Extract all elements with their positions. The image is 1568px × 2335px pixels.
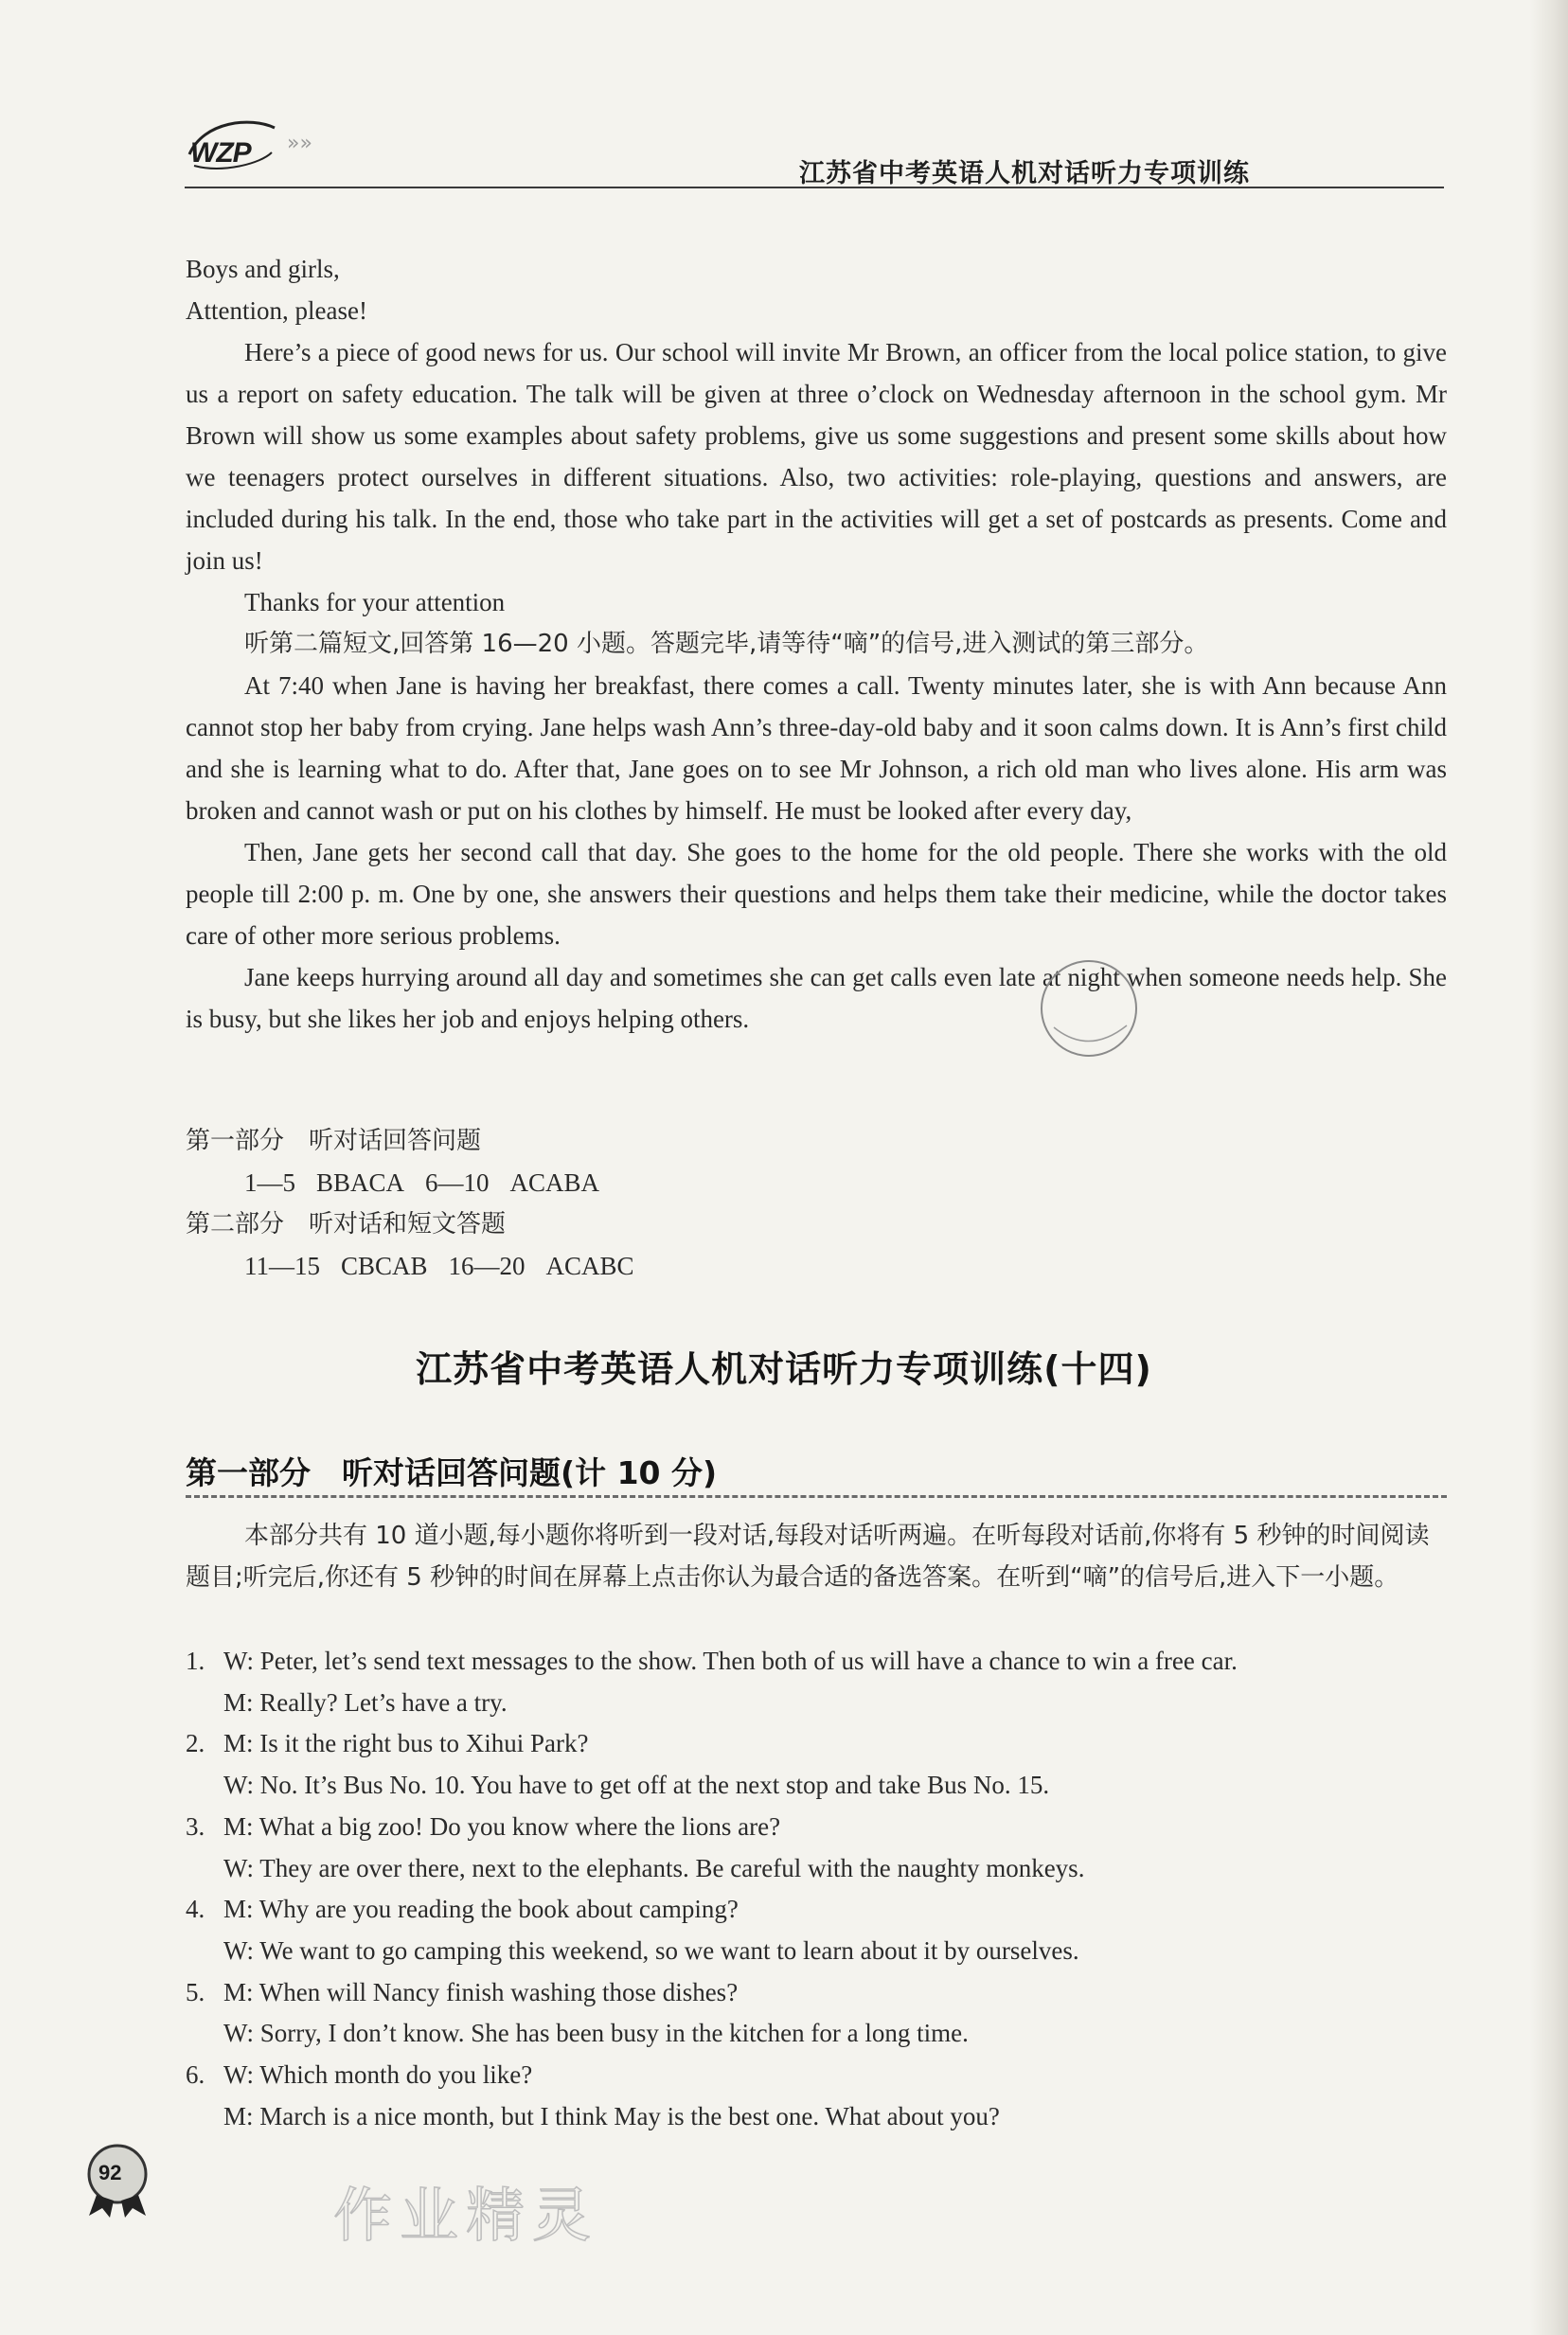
dialog-line: M: What a big zoo! Do you know where the lions are? — [223, 1811, 781, 1841]
part-instructions — [186, 1515, 1447, 1598]
dialog-item — [186, 2055, 1454, 2137]
dialog-line: M: March is a nice month, but I think May is the best one. What about you? — [223, 2101, 1000, 2130]
dialog-number: 3. — [186, 1811, 205, 1841]
answer-value: ACABC — [545, 1252, 634, 1280]
dialog-number: 6. — [186, 2060, 205, 2090]
dialog-line: W: No. It’s Bus No. 10. You have to get off at the next stop and take Bus No. 15. — [223, 1771, 1050, 1800]
dialog-line: M: When will Nancy finish washing those dishes? — [223, 1977, 739, 2006]
dashed-divider — [186, 1495, 1447, 1498]
page-number: 92 — [98, 2161, 122, 2184]
transcript-text — [186, 248, 1447, 1040]
dialog-line: M: Really? Let’s have a try. — [223, 1687, 508, 1717]
dialog-item — [186, 1807, 1454, 1889]
paragraph: Then, Jane gets her second call that day. She goes to the home for the old people. There she works with the old people till 2:00 p. m. One by one, she answers their questions and helps them take their medicine, while the doctor takes care of other more serious problems. — [186, 838, 1447, 950]
part-heading: 第一部分 听对话回答问题(计 10 分) — [186, 1454, 718, 1491]
header-title: 江苏省中考英语人机对话听力专项训练 — [799, 159, 1250, 188]
answer-part-label: 第一部分 听对话回答问题 — [186, 1127, 482, 1155]
dialog-item — [186, 1972, 1454, 2055]
paragraph: Jane keeps hurrying around all day and sometimes she can get calls even late at night when someone needs help. She is busy, but she likes her job and enjoys helping others. — [186, 963, 1447, 1033]
instructions-text: 本部分共有 10 道小题,每小题你将听到一段对话,每段对话听两遍。在听每段对话前,你将有 5 秒钟的时间阅读题目;听完后,你还有 5 秒钟的时间在屏幕上点击你认为最合适的备选答案。在听到“嘀”的信号后,进入下一小题。 — [186, 1522, 1430, 1592]
stamp-icon — [1037, 952, 1141, 1065]
dialog-item — [186, 1723, 1454, 1806]
answer-key — [186, 1120, 655, 1287]
dialog-line: W: Which month do you like? — [223, 2060, 533, 2090]
greeting-line: Attention, please! — [186, 296, 367, 325]
dialog-line: M: Is it the right bus to Xihui Park? — [223, 1729, 589, 1758]
answer-value: BBACA — [316, 1168, 405, 1197]
dialog-number: 4. — [186, 1895, 205, 1924]
answer-part-label: 第二部分 听对话和短文答题 — [186, 1210, 507, 1239]
header-rule — [185, 187, 1444, 188]
greeting-line: Boys and girls, — [186, 255, 340, 283]
answer-value: CBCAB — [341, 1252, 428, 1280]
dialog-line: M: Why are you reading the book about camping? — [223, 1895, 739, 1924]
paragraph: Here’s a piece of good news for us. Our school will invite Mr Brown, an officer from the local police station, to give us a report on safety education. The talk will be given at three o’clock on Wednesday afternoon in the school gym. Mr Brown will show us some examples about safety problems, give us some suggestions and present some skills about how we teenagers protect ourselves in different situations. Also, two activities: role-playing, questions and answers, are included during his talk. In the end, those who take part in the activities will get a set of postcards as presents. Come and join us! — [186, 338, 1447, 575]
answer-value: ACABA — [509, 1168, 600, 1197]
answer-range: 11—15 — [244, 1252, 320, 1280]
section-title: 江苏省中考英语人机对话听力专项训练(十四) — [416, 1348, 1152, 1390]
dialog-number: 2. — [186, 1729, 205, 1758]
chevrons-icon: »» — [287, 132, 312, 155]
logo-text: WZP — [190, 137, 251, 169]
dialog-line: W: Sorry, I don’t know. She has been busy in the kitchen for a long time. — [223, 2019, 969, 2048]
dialog-item — [186, 1889, 1454, 1971]
publisher-logo — [185, 109, 279, 175]
answer-range: 6—10 — [425, 1168, 490, 1197]
paragraph: At 7:40 when Jane is having her breakfast, there comes a call. Twenty minutes later, she is with Ann because Ann cannot stop her baby from crying. Jane helps wash Ann’s three-day-old baby and it soon calms down. It is Ann’s first child and she is learning what to do. After that, Jane goes on to see Mr Johnson, a rich old man who lives alone. His arm was broken and cannot wash or put on his clothes by himself. He must be looked after every day, — [186, 671, 1447, 825]
dialog-list — [186, 1641, 1454, 2137]
page-header — [185, 99, 1444, 189]
paragraph: Thanks for your attention — [244, 588, 506, 616]
dialog-line: W: They are over there, next to the elephants. Be careful with the naughty monkeys. — [223, 1853, 1085, 1882]
answer-range: 16—20 — [448, 1252, 526, 1280]
page-edge — [1530, 0, 1568, 2335]
dialog-number: 5. — [186, 1977, 205, 2006]
dialog-number: 1. — [186, 1647, 205, 1675]
answer-range: 1—5 — [244, 1168, 295, 1197]
dialog-line: W: Peter, let’s send text messages to the show. Then both of us will have a chance to win a free car. — [223, 1647, 1238, 1675]
dialog-line: W: We want to go camping this weekend, so we want to learn about it by ourselves. — [223, 1935, 1079, 1965]
instruction-line: 听第二篇短文,回答第 16—20 小题。答题完毕,请等待“嘀”的信号,进入测试的第三部分。 — [244, 630, 1209, 658]
dialog-item — [186, 1641, 1454, 1723]
watermark: 作业精灵 — [333, 2181, 599, 2250]
